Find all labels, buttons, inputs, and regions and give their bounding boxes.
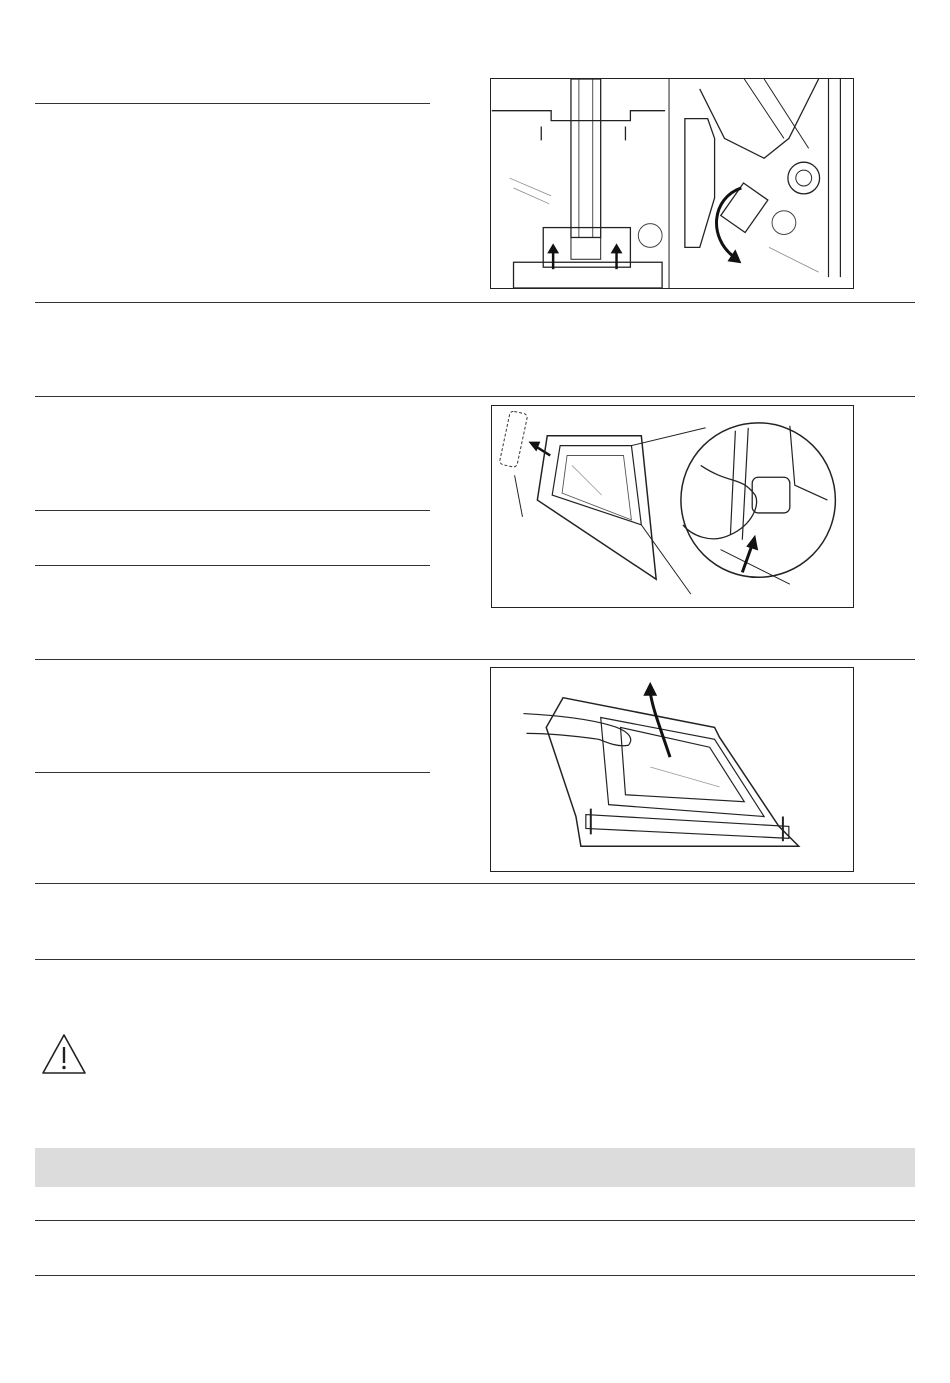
table-header-band <box>35 1148 915 1187</box>
door-glass-removal-figure <box>491 405 854 608</box>
door-glass-illustration <box>492 406 853 607</box>
section-rule <box>35 883 915 884</box>
door-panel-lift-figure <box>490 667 854 872</box>
section-rule <box>35 103 430 104</box>
hinge-release-figure <box>490 78 854 289</box>
section-rule <box>35 510 430 511</box>
section-rule <box>35 302 915 303</box>
section-rule <box>35 659 915 660</box>
warning-triangle-icon <box>40 1032 88 1076</box>
hinge-release-illustration <box>491 79 853 288</box>
door-lift-illustration <box>491 668 853 871</box>
section-rule <box>35 1275 915 1276</box>
section-rule <box>35 396 915 397</box>
section-rule <box>35 565 430 566</box>
section-rule <box>35 959 915 960</box>
section-rule <box>35 1220 915 1221</box>
section-rule <box>35 772 430 773</box>
